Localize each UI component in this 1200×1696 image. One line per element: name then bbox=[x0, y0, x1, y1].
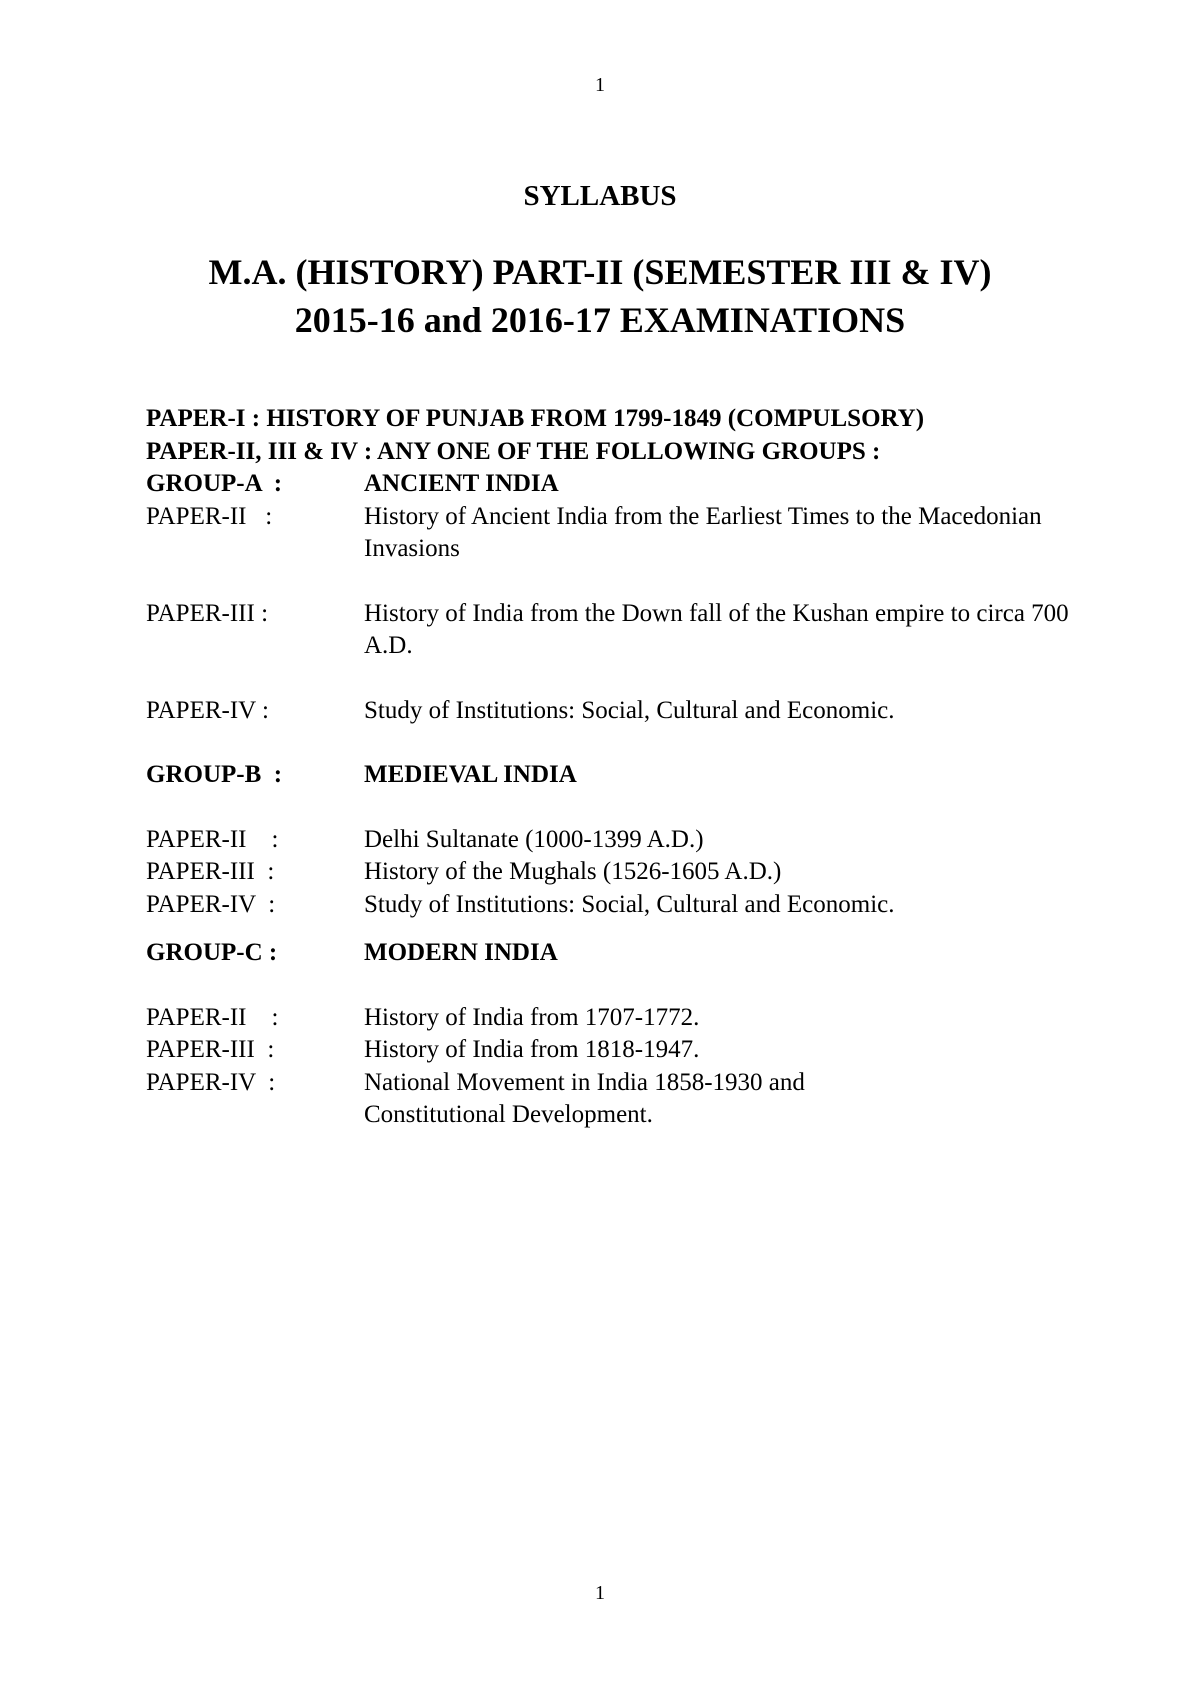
paper-1-line: PAPER-I : HISTORY OF PUNJAB FROM 1799-1849 (COMPULSORY) bbox=[146, 405, 925, 432]
group-a-paper-row bbox=[146, 501, 1106, 566]
group-name: MODERN INDIA bbox=[364, 939, 558, 966]
group-a-paper-row bbox=[146, 598, 1106, 663]
paper-label: PAPER-II : bbox=[146, 502, 273, 530]
group-c-paper-row bbox=[146, 1067, 1106, 1132]
title-line-2: 2015-16 and 2016-17 EXAMINATIONS bbox=[294, 300, 906, 340]
group-a-paper-row bbox=[146, 695, 1106, 728]
paper-label: PAPER-IV : bbox=[146, 890, 276, 918]
document-title bbox=[0, 248, 1200, 344]
papers-any-group-line: PAPER-II, III & IV : ANY ONE OF THE FOLLOWING GROUPS : bbox=[146, 437, 881, 465]
paper-label: PAPER-II : bbox=[146, 1003, 279, 1031]
group-b-paper-row bbox=[146, 824, 1106, 857]
paper-description: History of India from 1707-1772. bbox=[364, 1003, 700, 1031]
paper-label: PAPER-III : bbox=[146, 1036, 275, 1063]
group-label: GROUP-A : bbox=[146, 470, 283, 497]
page-number-bottom: 1 bbox=[595, 1582, 605, 1604]
paper-label: PAPER-IV : bbox=[146, 1068, 276, 1096]
paper-description: Study of Institutions: Social, Cultural and Economic. bbox=[364, 696, 895, 724]
paper-label: PAPER-III : bbox=[146, 858, 275, 885]
group-c-paper-row bbox=[146, 1034, 1106, 1067]
group-a-heading bbox=[146, 468, 1106, 501]
group-b-paper-row bbox=[146, 856, 1106, 889]
paper-description: History of Ancient India from the Earliest Times to the Macedonian Invasions bbox=[364, 502, 1042, 562]
paper-description: History of the Mughals (1526-1605 A.D.) bbox=[364, 858, 782, 885]
paper-description: Delhi Sultanate (1000-1399 A.D.) bbox=[364, 825, 704, 853]
group-c-heading bbox=[146, 937, 1106, 970]
syllabus-content bbox=[146, 403, 1106, 1132]
group-c-paper-row bbox=[146, 1002, 1106, 1035]
paper-label: PAPER-III : bbox=[146, 599, 269, 627]
group-name: MEDIEVAL INDIA bbox=[364, 761, 577, 788]
syllabus-heading: SYLLABUS bbox=[523, 180, 677, 212]
page-number-top: 1 bbox=[595, 74, 605, 96]
title-line-1: M.A. (HISTORY) PART-II (SEMESTER III & IV) bbox=[208, 252, 992, 292]
group-b-paper-row bbox=[146, 889, 1106, 922]
group-label: GROUP-C : bbox=[146, 939, 278, 966]
paper-description: National Movement in India 1858-1930 and Constitutional Development. bbox=[364, 1068, 805, 1128]
paper-description: History of India from the Down fall of the Kushan empire to circa 700 A.D. bbox=[364, 599, 1069, 659]
group-b-heading bbox=[146, 759, 1106, 792]
paper-label: PAPER-IV : bbox=[146, 696, 269, 724]
paper-description: Study of Institutions: Social, Cultural and Economic. bbox=[364, 890, 895, 918]
group-name: ANCIENT INDIA bbox=[364, 470, 559, 497]
paper-description: History of India from 1818-1947. bbox=[364, 1036, 700, 1063]
paper-label: PAPER-II : bbox=[146, 825, 279, 853]
group-label: GROUP-B : bbox=[146, 761, 283, 788]
